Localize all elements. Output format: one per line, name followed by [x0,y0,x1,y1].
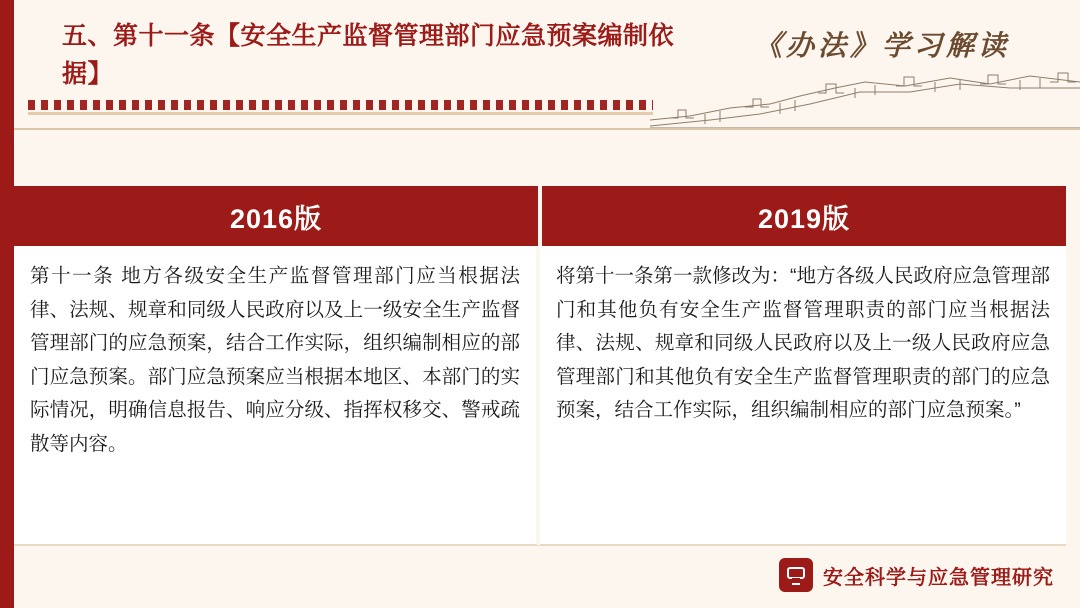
page-title: 五、第十一条【安全生产监督管理部门应急预案编制依据】 [62,22,675,88]
table-header-2019: 2019版 [542,186,1066,246]
table-header-row [14,186,1066,246]
slide-header [14,0,1080,128]
header-decorative-rule-thin [28,112,653,115]
table-row [14,246,1066,546]
header-decorative-rule [28,100,653,110]
great-wall-illustration [650,58,1080,128]
comparison-table [14,186,1066,546]
left-accent-bar [0,0,14,608]
table-cell-2019-text: 将第十一条第一款修改为：“地方各级人民政府应急管理部门和其他负有安全生产监督管理职责的部门应当根据法律、法规、规章和同级人民政府以及上一级人民政府应急管理部门和其他负有安全生产监督管理职责的部门的应急预案，结合工作实际，组织编制相应的部门应急预案。” [540,246,1066,546]
table-header-2016: 2016版 [14,186,542,246]
header-script-text: 《办法》学习解读 [753,31,1010,62]
table-cell-2016-text: 第十一条 地方各级安全生产监督管理部门应当根据法律、法规、规章和同级人民政府以及上一级安全生产监督管理部门的应急预案，结合工作实际，组织编制相应的部门应急预案。部门应急预案应当根据本地区、本部门的实际情况，明确信息报告、响应分级、指挥权移交、警戒疏散等内容。 [14,246,540,546]
footer-brand [779,558,1054,592]
footer-brand-name: 安全科学与应急管理研究 [823,566,1054,589]
wechat-account-logo-icon [779,558,813,592]
